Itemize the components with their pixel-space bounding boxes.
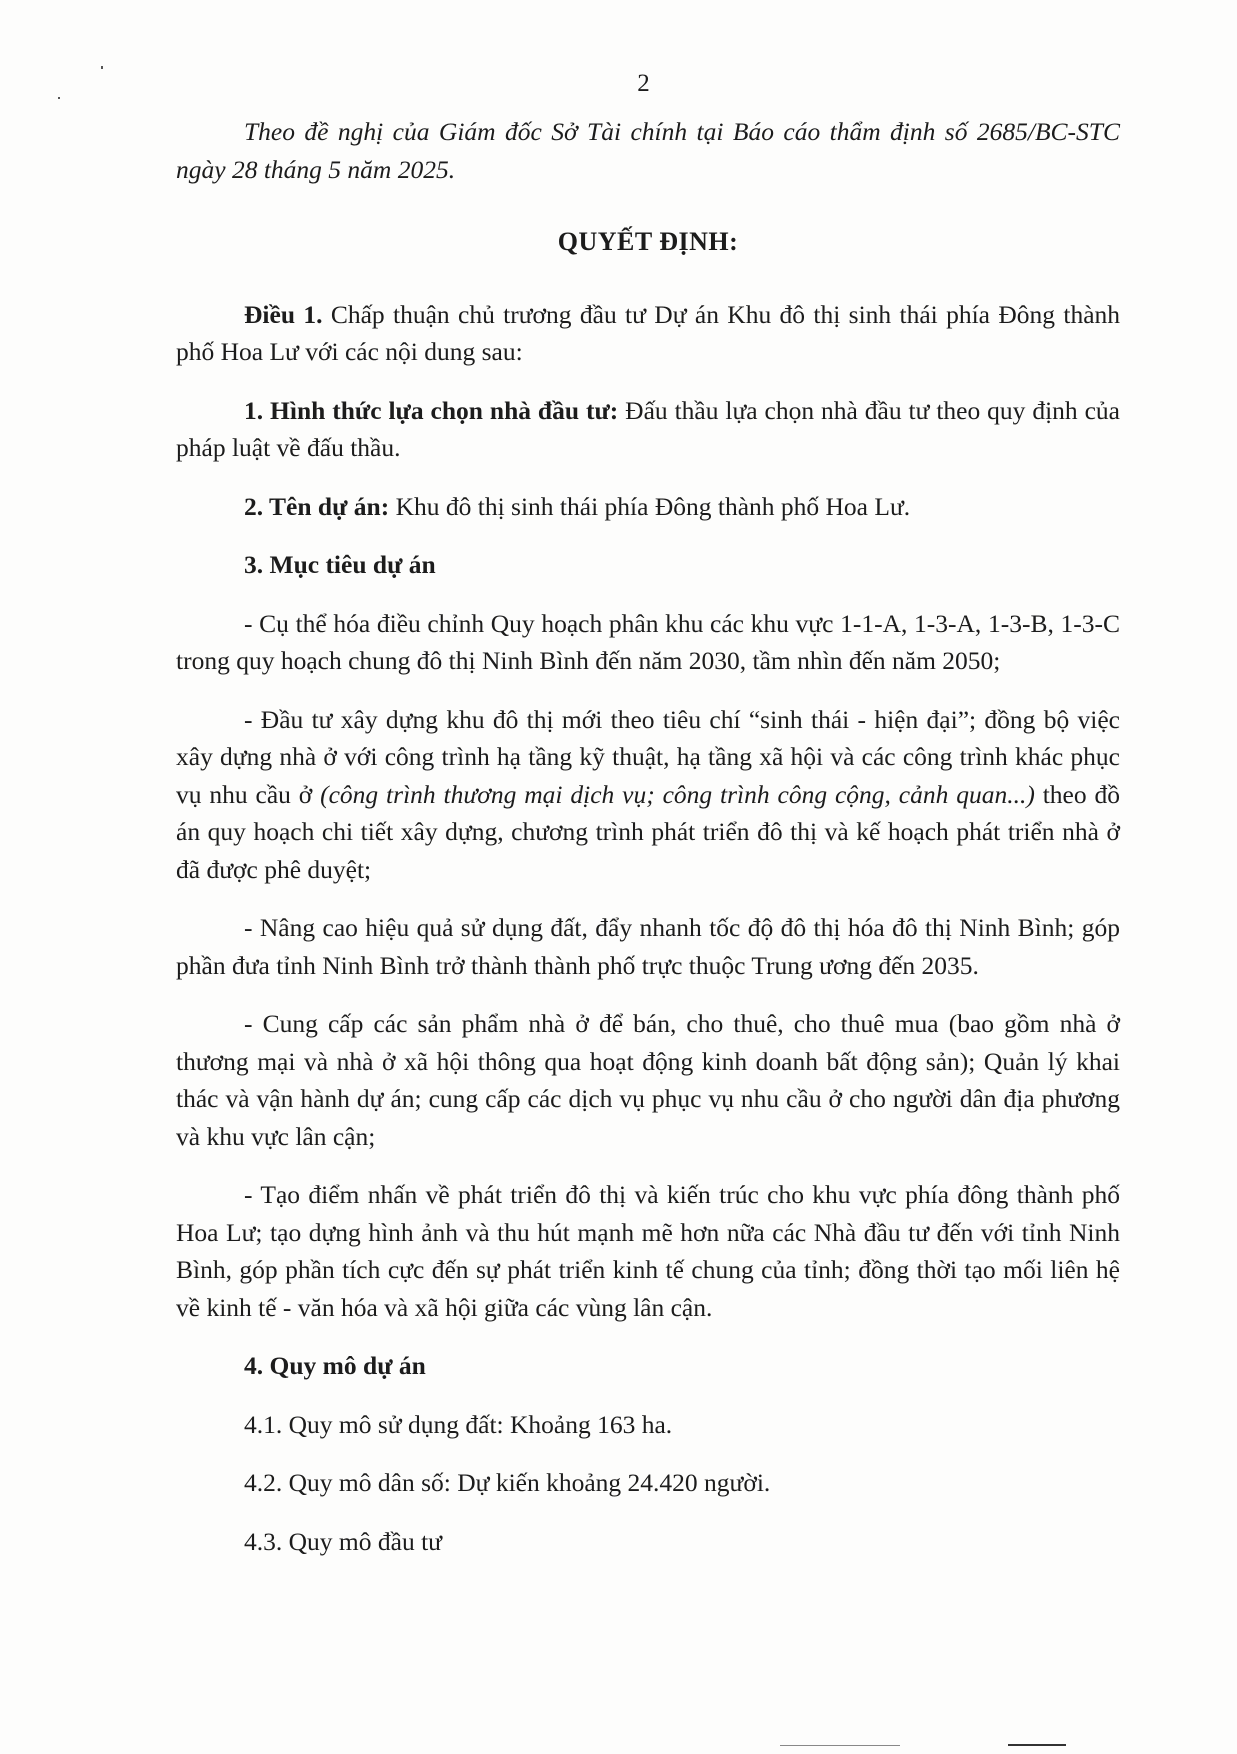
objective-bullet-1: - Cụ thể hóa điều chỉnh Quy hoạch phân khu các khu vực 1-1-A, 1-3-A, 1-3-B, 1-3-C trong quy hoạch chung đô thị Ninh Bình đến năm 2030, tầm nhìn đến năm 2050; xyxy=(176,608,1120,675)
scale-land: 4.1. Quy mô sử dụng đất: Khoảng 163 ha. xyxy=(244,1409,673,1439)
scale-investment: 4.3. Quy mô đầu tư xyxy=(244,1526,442,1556)
article-1 xyxy=(176,296,1120,371)
objective-bullet-2-italic: (công trình thương mại dịch vụ; công trình công cộng, cảnh quan...) xyxy=(320,779,1035,809)
scale-population: 4.2. Quy mô dân số: Dự kiến khoảng 24.420 người. xyxy=(244,1468,771,1497)
item-1-label: 1. Hình thức lựa chọn nhà đầu tư: xyxy=(244,395,619,425)
item-4-heading: 4. Quy mô dự án xyxy=(244,1351,426,1380)
objective-bullet-2-text-b: theo đồ án quy hoạch chi tiết xây dựng, chương trình phát triển đô thị và kế hoạch phát triển nhà ở đã được phê duyệt; xyxy=(176,779,1120,884)
page-number: 2 xyxy=(637,70,650,97)
objective-bullet-5: - Tạo điểm nhấn về phát triển đô thị và kiến trúc cho khu vực phía đông thành phố Hoa Lư; tạo dựng hình ảnh và thu hút mạnh mẽ hơn nữa các Nhà đầu tư đến với tỉnh Ninh Bình, góp phần tích cực đến sự phát triển kinh tế chung của tỉnh; đồng thời tạo mối liên hệ về kinh tế - văn hóa và xã hội giữa các vùng lân cận. xyxy=(176,1180,1120,1322)
scan-mark xyxy=(101,66,103,69)
item-1-text: Đấu thầu lựa chọn nhà đầu tư theo quy định của pháp luật về đấu thầu. xyxy=(176,395,1120,462)
objective-bullet-2-text-a: - Đầu tư xây dựng khu đô thị mới theo tiêu chí “sinh thái - hiện đại”; đồng bộ việc xây dựng nhà ở với công trình hạ tầng kỹ thuật, hạ tầng xã hội và các công trình khác phục vụ nhu cầu ở xyxy=(176,704,1120,809)
item-1 xyxy=(176,392,1120,467)
objective-bullet-4: - Cung cấp các sản phẩm nhà ở để bán, cho thuê, cho thuê mua (bao gồm nhà ở thương mại và nhà ở xã hội thông qua hoạt động kinh doanh bất động sản); Quản lý khai thác và vận hành dự án; cung cấp các dịch vụ phục vụ nhu cầu ở cho người dân địa phương và khu vực lân cận; xyxy=(176,1009,1120,1151)
item-2-text: Khu đô thị sinh thái phía Đông thành phố Hoa Lư. xyxy=(389,491,911,521)
item-2 xyxy=(176,488,1120,526)
article-1-text: Chấp thuận chủ trương đầu tư Dự án Khu đô thị sinh thái phía Đông thành phố Hoa Lư với các nội dung sau: xyxy=(176,299,1121,366)
item-3-heading: 3. Mục tiêu dự án xyxy=(244,550,436,579)
objective-bullet-3: - Nâng cao hiệu quả sử dụng đất, đẩy nhanh tốc độ đô thị hóa đô thị Ninh Bình; góp phần đưa tỉnh Ninh Bình trở thành thành phố trực thuộc Trung ương đến 2035. xyxy=(176,913,1120,980)
objective-bullet-2 xyxy=(176,701,1120,889)
intro-paragraph: Theo đề nghị của Giám đốc Sở Tài chính tại Báo cáo thẩm định số 2685/BC-STC ngày 28 tháng 5 năm 2025. xyxy=(176,117,1120,184)
scan-edge-line xyxy=(1008,1744,1066,1746)
scan-edge-line xyxy=(780,1745,900,1746)
article-1-label: Điều 1. xyxy=(244,299,323,329)
document-body xyxy=(176,113,1120,1560)
item-2-label: 2. Tên dự án: xyxy=(244,491,390,521)
decision-title: QUYẾT ĐỊNH: xyxy=(557,227,739,256)
